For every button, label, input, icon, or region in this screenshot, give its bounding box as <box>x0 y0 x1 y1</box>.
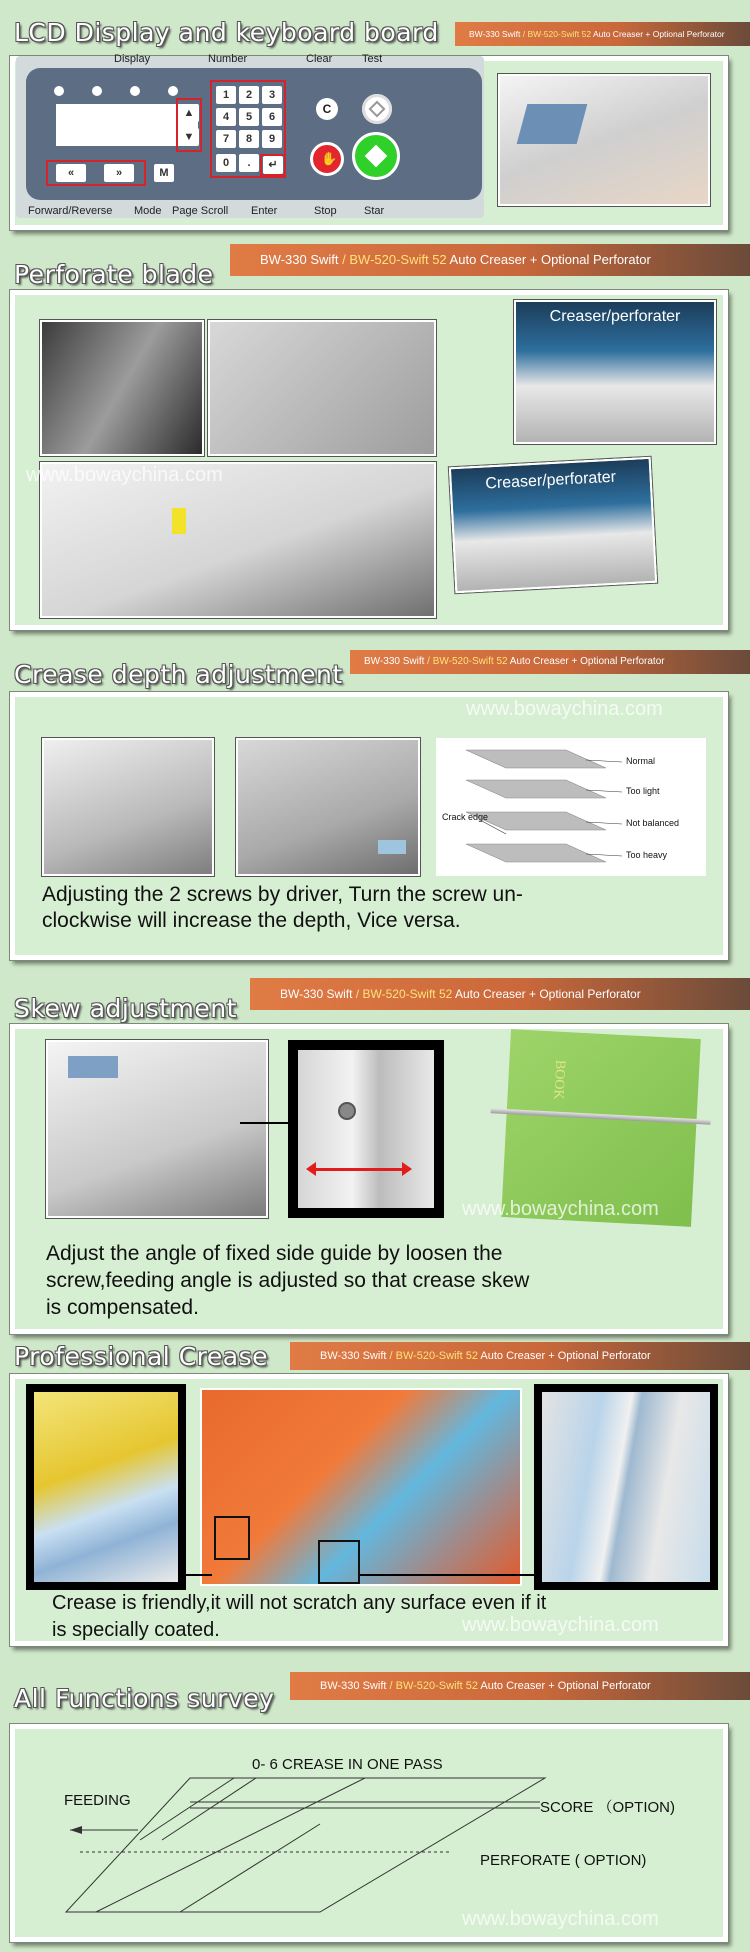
label-forward-reverse: Forward/Reverse <box>28 205 113 217</box>
watermark: www.bowaychina.com <box>26 464 223 486</box>
section-title-survey: All Functions survey <box>14 1684 275 1713</box>
caption-line: is specially coated. <box>52 1619 220 1641</box>
caption-line: Adjusting the 2 screws by driver, Turn the screw un- <box>42 883 523 906</box>
number-key[interactable]: 2 <box>239 86 259 104</box>
crease-depth-caption <box>42 882 682 934</box>
start-button[interactable] <box>352 132 400 180</box>
watermark: www.bowaychina.com <box>462 1614 659 1636</box>
product-banner <box>290 1342 750 1370</box>
stop-hand-icon: ✋ <box>321 151 338 166</box>
warning-label <box>172 508 186 534</box>
banner-separator: / <box>338 252 350 267</box>
enter-key[interactable]: ↵ <box>263 156 283 174</box>
caption-line: is compensated. <box>46 1296 199 1319</box>
creaser-photo-2 <box>449 457 657 593</box>
label-star: Star <box>364 205 385 217</box>
machine-control-panel <box>517 104 588 144</box>
banner-rest: Auto Creaser + Optional Perforator <box>507 656 665 667</box>
product-banner <box>455 22 750 46</box>
banner-model-b: BW-520-Swift 52 <box>395 1350 478 1362</box>
number-key[interactable]: 1 <box>216 86 236 104</box>
label-page-scroll: Page Scroll <box>172 205 229 217</box>
banner-rest: Auto Creaser + Optional Perforator <box>591 29 725 39</box>
arrow-right-icon <box>402 1162 412 1176</box>
crease-line <box>491 1108 711 1125</box>
test-button[interactable] <box>362 94 392 124</box>
banner-separator: / <box>520 29 528 39</box>
book-cover-text: BOOK <box>550 1059 568 1100</box>
banner-rest: Auto Creaser + Optional Perforator <box>477 1680 651 1692</box>
keyboard-board <box>16 53 484 218</box>
skew-caption <box>46 1240 686 1321</box>
diagram-label: Normal <box>626 756 656 766</box>
score-label: SCORE （OPTION) <box>540 1799 676 1816</box>
scroll-down-key[interactable]: ▼ <box>179 128 199 146</box>
skew-machine-photo <box>46 1040 268 1218</box>
number-key[interactable]: 6 <box>262 108 282 126</box>
watermark: www.bowaychina.com <box>466 698 663 720</box>
section-title-crease-depth: Crease depth adjustment <box>14 660 343 689</box>
label-test: Test <box>362 53 383 65</box>
diagram-label: Too heavy <box>626 850 668 860</box>
perforate-roller-photo <box>40 320 204 456</box>
creaser-photo-label: Creaser/perforater <box>549 308 681 325</box>
product-banner <box>230 244 750 276</box>
connector-line <box>186 1574 212 1576</box>
caption-line: clockwise will increase the depth, Vice versa. <box>42 909 461 932</box>
banner-model-b: BW-520-Swift 52 <box>349 252 447 267</box>
banner-separator: / <box>386 1680 396 1692</box>
product-banner <box>250 978 750 1010</box>
start-diamond-icon <box>365 145 388 168</box>
banner-rest: Auto Creaser + Optional Perforator <box>446 252 651 267</box>
indicator-led <box>54 86 64 96</box>
banner-model-a: BW-330 Swift <box>320 1680 387 1692</box>
test-diamond-icon <box>369 101 386 118</box>
number-key[interactable]: 8 <box>239 130 259 148</box>
banner-model-b: BW-520-Swift 52 <box>362 987 453 1001</box>
banner-separator: / <box>386 1350 396 1362</box>
stop-button[interactable] <box>310 142 344 176</box>
screw-icon <box>338 1102 356 1120</box>
crease-depth-photo-2 <box>236 738 420 876</box>
label-number: Number <box>208 53 248 65</box>
crease-count-label: 0- 6 CREASE IN ONE PASS <box>252 1756 443 1773</box>
label-mode: Mode <box>134 205 162 217</box>
caption-line: Adjust the angle of fixed side guide by loosen the <box>46 1242 503 1265</box>
crease-depth-diagram <box>436 738 706 876</box>
banner-model-a: BW-330 Swift <box>280 987 353 1001</box>
indicator-led <box>92 86 102 96</box>
banner-model-b: BW-520-Swift 52 <box>527 29 592 39</box>
perforate-label: PERFORATE ( OPTION) <box>480 1852 647 1869</box>
banner-model-b: BW-520-Swift 52 <box>395 1680 478 1692</box>
reverse-key[interactable]: « <box>56 164 86 182</box>
feeding-arrow-icon <box>70 1826 82 1834</box>
section-title-professional: Professional Crease <box>14 1342 268 1371</box>
banner-model-a: BW-330 Swift <box>260 252 339 267</box>
banner-model-a: BW-330 Swift <box>469 29 521 39</box>
arrow-left-icon <box>306 1162 316 1176</box>
caption-line: Crease is friendly,it will not scratch any surface even if it <box>52 1592 547 1614</box>
label-enter: Enter <box>251 205 278 217</box>
forward-key[interactable]: » <box>104 164 134 182</box>
indicator-led <box>168 86 178 96</box>
label-display: Display <box>114 53 151 65</box>
number-key[interactable]: 5 <box>239 108 259 126</box>
banner-model-b: BW-520-Swift 52 <box>432 656 508 667</box>
banner-rest: Auto Creaser + Optional Perforator <box>452 987 641 1001</box>
product-banner <box>290 1672 750 1700</box>
crease-highlight-box <box>318 1540 360 1584</box>
crease-highlight-box <box>214 1516 250 1560</box>
clear-button[interactable]: C <box>316 98 338 120</box>
diagram-label-crack-edge: Crack edge <box>442 812 489 822</box>
indicator-led <box>130 86 140 96</box>
number-key[interactable]: 4 <box>216 108 236 126</box>
number-key[interactable]: . <box>239 154 259 172</box>
product-banner <box>350 650 750 674</box>
creaser-photo-1 <box>514 300 716 444</box>
holographic-photo-right <box>534 1384 718 1590</box>
banner-separator: / <box>424 656 433 667</box>
label-clear: Clear <box>306 53 333 65</box>
screw-panel-display <box>378 840 406 854</box>
crease-depth-photo-1 <box>42 738 214 876</box>
survey-diagram <box>20 1740 720 1936</box>
skew-arrow-line <box>240 1122 290 1124</box>
section-title-skew: Skew adjustment <box>14 994 237 1023</box>
feeding-label: FEEDING <box>64 1792 131 1809</box>
banner-rest: Auto Creaser + Optional Perforator <box>477 1350 651 1362</box>
creaser-photo-label: Creaser/perforater <box>484 468 617 493</box>
number-key[interactable]: 0 <box>216 154 236 172</box>
banner-model-a: BW-330 Swift <box>320 1350 387 1362</box>
diagram-label: Not balanced <box>626 818 680 828</box>
number-key[interactable]: 9 <box>262 130 282 148</box>
watermark: www.bowaychina.com <box>462 1198 659 1220</box>
watermark: www.bowaychina.com <box>462 1908 659 1930</box>
number-key[interactable]: 3 <box>262 86 282 104</box>
section-title-lcd: LCD Display and keyboard board <box>14 18 439 47</box>
diagram-label: Too light <box>626 786 660 796</box>
banner-model-a: BW-330 Swift <box>364 656 425 667</box>
perforate-parts-photo <box>208 320 436 456</box>
caption-line: screw,feeding angle is adjusted so that crease skew <box>46 1269 530 1292</box>
machine-photo-top <box>498 74 710 206</box>
number-key[interactable]: 7 <box>216 130 236 148</box>
machine-control-panel <box>68 1056 118 1078</box>
banner-separator: / <box>352 987 363 1001</box>
label-stop: Stop <box>314 205 337 217</box>
keyboard-face <box>26 68 482 200</box>
connector-line <box>360 1574 534 1576</box>
holographic-photo-left <box>26 1384 186 1590</box>
red-adjust-arrow <box>312 1168 404 1171</box>
section-title-perforate: Perforate blade <box>14 260 214 289</box>
printed-sheet-photo <box>200 1388 522 1586</box>
mode-key[interactable]: M <box>154 164 174 182</box>
scroll-up-key[interactable]: ▲ <box>179 104 199 122</box>
skew-screw-photo <box>288 1040 444 1218</box>
